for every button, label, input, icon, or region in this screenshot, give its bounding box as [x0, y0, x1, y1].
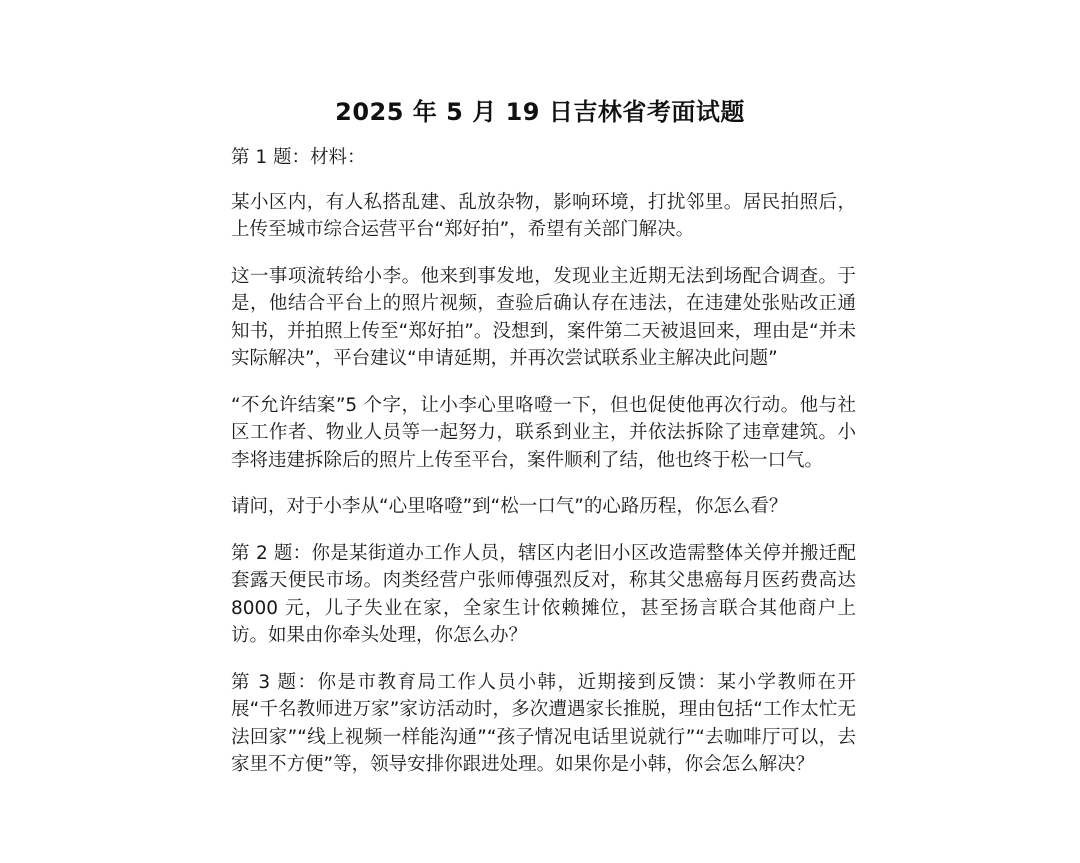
question-1-prompt: 请问，对于小李从“心里咯噔”到“松一口气”的心路历程，你怎么看？: [231, 496, 788, 517]
document-title: 2025 年 5 月 19 日吉林省考面试题: [335, 98, 745, 126]
material-paragraph-2: 这一事项流转给小李。他来到事发地，发现业主近期无法到场配合调查。于是，他结合平台上的照片视频，查验后确认存在违法，在违建处张贴改正通知书，并拍照上传至“郑好拍”。没想到，案件第二天被退回来，理由是“并未实际解决”，平台建议“申请延期，并再次尝试联系业主解决此问题”: [231, 265, 856, 369]
material-paragraph-1: 某小区内，有人私搭乱建、乱放杂物，影响环境，打扰邻里。居民拍照后，上传至城市综合运营平台“郑好拍”，希望有关部门解决。: [231, 191, 856, 240]
question-1-label: 第 1 题：材料：: [231, 147, 366, 168]
material-paragraph-3: “不允许结案”5 个字，让小李心里咯噔一下，但也促使他再次行动。他与社区工作者、物业人员等一起努力，联系到业主，并依法拆除了违章建筑。小李将违建拆除后的照片上传至平台，案件顺利了结，他也终于松一口气。: [231, 394, 856, 471]
document-body: [231, 144, 856, 798]
question-2: 第 2 题：你是某街道办工作人员，辖区内老旧小区改造需整体关停并搬迁配套露天便民市场。肉类经营户张师傅强烈反对，称其父患癌每月医药费高达 8000 元，儿子失业在家，全家生计依赖摊位，甚至扬言联合其他商户上访。如果由你牵头处理，你怎么办？: [231, 542, 856, 646]
question-3: 第 3 题：你是市教育局工作人员小韩，近期接到反馈：某小学教师在开展“千名教师进万家”家访活动时，多次遭遇家长推脱，理由包括“工作太忙无法回家”“线上视频一样能沟通”“孩子情况电话里说就行”“去咖啡厅可以，去家里不方便”等，领导安排你跟进处理。如果你是小韩，你会怎么解决？: [231, 671, 856, 775]
